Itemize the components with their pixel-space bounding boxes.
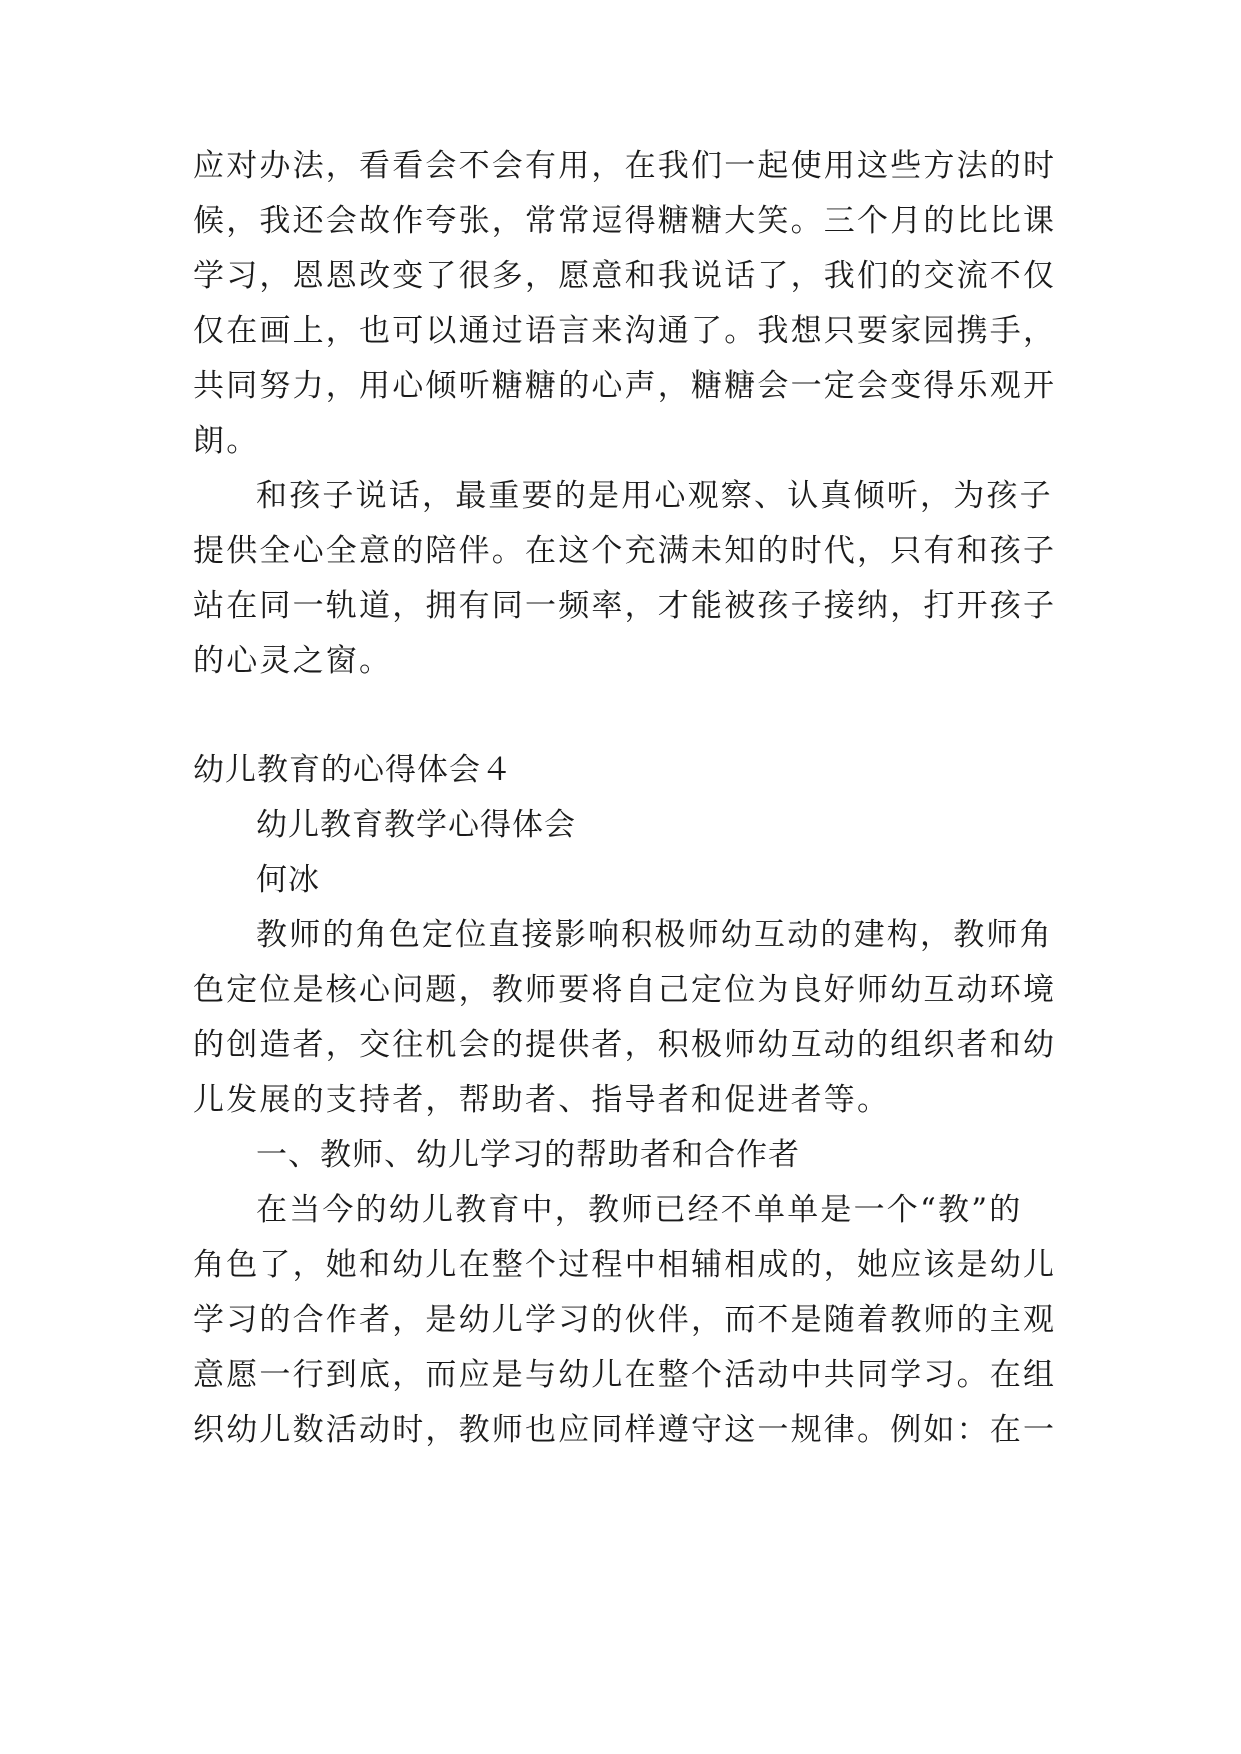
- body-text-line: 在当今的幼儿教育中，教师已经不单单是一个“教”的: [256, 1192, 1023, 1228]
- author-name: 何冰: [256, 862, 320, 898]
- body-text-line: 共同努力，用心倾听糖糖的心声，糖糖会一定会变得乐观开: [193, 368, 1057, 404]
- body-text-line: 学习的合作者，是幼儿学习的伙伴，而不是随着教师的主观: [193, 1302, 1057, 1338]
- section-heading: 幼儿教育的心得体会４: [193, 752, 513, 788]
- body-text-line: 意愿一行到底，而应是与幼儿在整个活动中共同学习。在组: [193, 1357, 1057, 1393]
- body-text-line: 学习，恩恩改变了很多，愿意和我说话了，我们的交流不仅: [193, 258, 1057, 294]
- body-text-line: 和孩子说话，最重要的是用心观察、认真倾听，为孩子: [256, 478, 1053, 514]
- body-text-line: 候，我还会故作夸张，常常逗得糖糖大笑。三个月的比比课: [193, 203, 1057, 239]
- article-title: 幼儿教育教学心得体会: [256, 807, 576, 843]
- body-text-line: 提供全心全意的陪伴。在这个充满未知的时代，只有和孩子: [193, 533, 1057, 569]
- body-text-line: 角色了，她和幼儿在整个过程中相辅相成的，她应该是幼儿: [193, 1247, 1057, 1283]
- body-text-line: 儿发展的支持者，帮助者、指导者和促进者等。: [193, 1082, 891, 1118]
- body-text-line: 织幼儿数活动时，教师也应同样遵守这一规律。例如：在一: [193, 1412, 1057, 1448]
- body-text-line: 色定位是核心问题，教师要将自己定位为良好师幼互动环境: [193, 972, 1057, 1008]
- body-text-line: 站在同一轨道，拥有同一频率，才能被孩子接纳，打开孩子: [193, 588, 1057, 624]
- subsection-heading: 一、教师、幼儿学习的帮助者和合作者: [256, 1137, 800, 1173]
- body-text-line: 教师的角色定位直接影响积极师幼互动的建构，教师角: [256, 917, 1053, 953]
- body-text-line: 的创造者，交往机会的提供者，积极师幼互动的组织者和幼: [193, 1027, 1057, 1063]
- body-text-line: 应对办法，看看会不会有用，在我们一起使用这些方法的时: [193, 148, 1057, 184]
- body-text-line: 朗。: [193, 423, 260, 459]
- body-text-line: 的心灵之窗。: [193, 643, 393, 679]
- body-text-line: 仅在画上，也可以通过语言来沟通了。我想只要家园携手，: [193, 313, 1057, 349]
